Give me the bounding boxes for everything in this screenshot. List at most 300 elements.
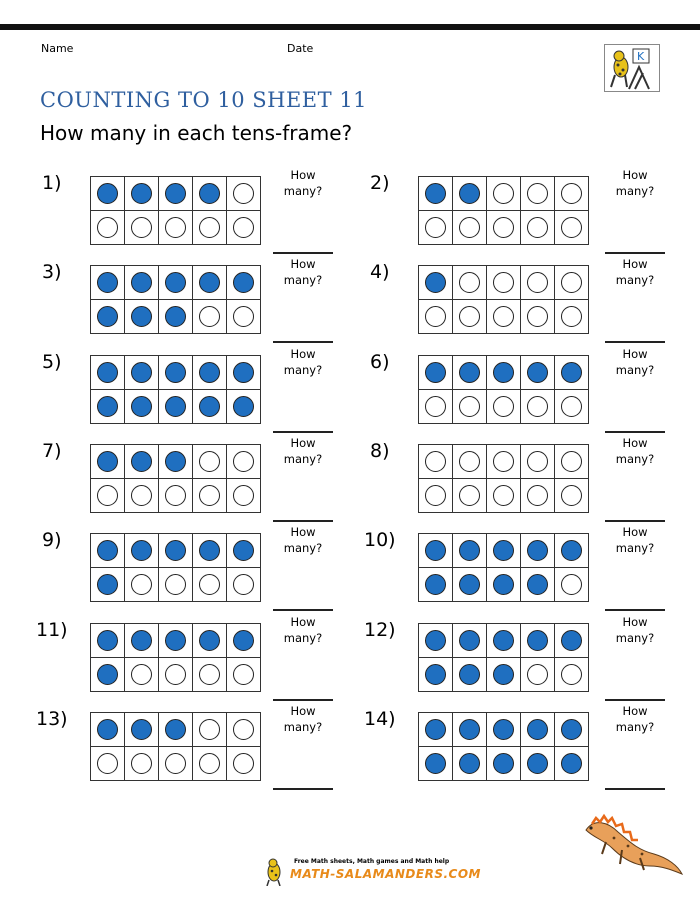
filled-counter [527,362,548,383]
filled-counter [97,630,118,651]
answer-line[interactable] [605,431,665,433]
filled-counter [97,574,118,595]
answer-line[interactable] [273,788,333,790]
frame-cell [453,568,487,602]
frame-cell [227,747,261,781]
worksheet-title: COUNTING TO 10 SHEET 11 [40,88,368,112]
frame-cell [227,211,261,245]
filled-counter [165,306,186,327]
empty-counter [165,753,186,774]
frame-cell [227,658,261,692]
frame-cell [419,568,453,602]
frame-cell [487,534,521,568]
how-many-prompt [605,435,665,467]
how-many-line2: many? [283,631,323,645]
problem-7 [40,436,323,530]
empty-counter [199,664,220,685]
answer-line[interactable] [273,431,333,433]
problem-1 [40,168,323,262]
how-many-line2: many? [283,184,323,198]
tens-frame [90,712,261,781]
how-many-prompt [605,524,665,556]
problem-number: 8) [370,440,390,462]
empty-counter [459,217,480,238]
frame-cell [193,658,227,692]
problem-number: 10) [364,529,396,551]
frame-cell [453,300,487,334]
frame-cell [419,300,453,334]
answer-line[interactable] [273,609,333,611]
how-many-line1: How [290,436,316,450]
filled-counter [131,451,152,472]
answer-line[interactable] [605,252,665,254]
tens-frame [418,176,589,245]
filled-counter [165,362,186,383]
filled-counter [199,183,220,204]
empty-counter [561,183,582,204]
frame-cell [453,390,487,424]
worksheet-subtitle: How many in each tens-frame? [40,121,353,145]
empty-counter [425,451,446,472]
empty-counter [527,664,548,685]
frame-cell [91,390,125,424]
frame-cell [419,211,453,245]
frame-cell [91,356,125,390]
filled-counter [561,630,582,651]
frame-cell [125,534,159,568]
frame-cell [125,658,159,692]
salamander-illustration [578,808,688,880]
footer-site: MATH-SALAMANDERS.COM [290,867,481,881]
answer-line[interactable] [605,341,665,343]
frame-cell [521,177,555,211]
how-many-line1: How [622,525,648,539]
tens-frame [418,355,589,424]
filled-counter [459,753,480,774]
filled-counter [97,451,118,472]
frame-cell [159,747,193,781]
frame-cell [453,624,487,658]
how-many-line2: many? [615,541,655,555]
frame-cell [487,300,521,334]
frame-cell [487,479,521,513]
problem-2 [368,168,655,262]
frame-cell [159,568,193,602]
problem-14 [364,704,655,798]
frame-cell [159,356,193,390]
empty-counter [199,306,220,327]
frame-cell [555,211,589,245]
frame-cell [91,211,125,245]
problem-number: 12) [364,619,396,641]
filled-counter [493,362,514,383]
filled-counter [527,719,548,740]
frame-cell [521,568,555,602]
filled-counter [165,396,186,417]
date-label: Date [287,42,314,55]
empty-counter [459,272,480,293]
frame-cell [419,356,453,390]
frame-cell [227,356,261,390]
frame-cell [193,624,227,658]
problem-13 [36,704,323,798]
empty-counter [199,753,220,774]
frame-cell [91,445,125,479]
frame-cell [453,177,487,211]
empty-counter [493,485,514,506]
frame-cell [159,266,193,300]
frame-cell [91,300,125,334]
how-many-line2: many? [283,363,323,377]
frame-cell [227,177,261,211]
how-many-prompt [273,256,333,288]
empty-counter [459,451,480,472]
filled-counter [425,719,446,740]
filled-counter [425,574,446,595]
empty-counter [233,664,254,685]
tens-frame [418,265,589,334]
frame-cell [453,211,487,245]
frame-cell [159,624,193,658]
frame-cell [555,266,589,300]
frame-cell [555,479,589,513]
filled-counter [131,183,152,204]
empty-counter [527,485,548,506]
filled-counter [425,272,446,293]
how-many-line1: How [622,436,648,450]
problem-number: 2) [370,172,390,194]
how-many-prompt [605,167,665,199]
frame-cell [91,658,125,692]
frame-cell [159,658,193,692]
problem-12 [364,615,655,709]
problem-number: 13) [36,708,68,730]
filled-counter [561,753,582,774]
frame-cell [91,568,125,602]
frame-cell [159,177,193,211]
frame-cell [521,747,555,781]
filled-counter [165,183,186,204]
frame-cell [419,534,453,568]
frame-cell [487,713,521,747]
filled-counter [165,272,186,293]
empty-counter [493,217,514,238]
frame-cell [159,534,193,568]
empty-counter [527,272,548,293]
name-label: Name [41,42,74,55]
how-many-line1: How [290,257,316,271]
how-many-prompt [605,256,665,288]
filled-counter [425,362,446,383]
frame-cell [453,747,487,781]
tens-frame [418,444,589,513]
empty-counter [527,396,548,417]
empty-counter [561,451,582,472]
empty-counter [493,183,514,204]
frame-cell [125,300,159,334]
filled-counter [493,574,514,595]
frame-cell [419,479,453,513]
filled-counter [459,664,480,685]
frame-cell [125,211,159,245]
empty-counter [199,719,220,740]
frame-cell [227,390,261,424]
tens-frame [90,533,261,602]
filled-counter [561,362,582,383]
frame-cell [521,300,555,334]
filled-counter [131,540,152,561]
frame-cell [193,479,227,513]
filled-counter [165,540,186,561]
answer-line[interactable] [605,788,665,790]
filled-counter [425,630,446,651]
filled-counter [527,753,548,774]
frame-cell [487,568,521,602]
how-many-line2: many? [615,363,655,377]
empty-counter [131,753,152,774]
frame-cell [487,390,521,424]
frame-cell [555,568,589,602]
frame-cell [555,356,589,390]
filled-counter [233,272,254,293]
empty-counter [459,306,480,327]
empty-counter [425,396,446,417]
frame-cell [487,747,521,781]
empty-counter [233,719,254,740]
empty-counter [233,217,254,238]
frame-cell [91,479,125,513]
answer-line[interactable] [273,252,333,254]
frame-cell [125,266,159,300]
answer-line[interactable] [605,520,665,522]
empty-counter [97,485,118,506]
filled-counter [97,272,118,293]
frame-cell [419,713,453,747]
frame-cell [453,658,487,692]
frame-cell [419,445,453,479]
frame-cell [555,658,589,692]
tens-frame [90,623,261,692]
frame-cell [487,177,521,211]
empty-counter [561,664,582,685]
how-many-line2: many? [615,184,655,198]
filled-counter [459,183,480,204]
empty-counter [561,306,582,327]
empty-counter [527,451,548,472]
problem-10 [364,525,655,619]
frame-cell [555,534,589,568]
frame-cell [419,747,453,781]
math-salamanders-logo [604,44,660,92]
how-many-prompt [273,614,333,646]
empty-counter [233,451,254,472]
how-many-line2: many? [283,720,323,734]
empty-counter [561,574,582,595]
problem-8 [368,436,655,530]
problem-4 [368,257,655,351]
filled-counter [425,753,446,774]
frame-cell [521,390,555,424]
filled-counter [459,540,480,561]
frame-cell [91,713,125,747]
frame-cell [555,177,589,211]
frame-cell [555,747,589,781]
empty-counter [233,183,254,204]
filled-counter [459,362,480,383]
frame-cell [227,445,261,479]
frame-cell [193,445,227,479]
how-many-line2: many? [283,541,323,555]
frame-cell [125,390,159,424]
frame-cell [555,300,589,334]
filled-counter [527,574,548,595]
frame-cell [91,624,125,658]
frame-cell [227,479,261,513]
frame-cell [227,534,261,568]
empty-counter [527,217,548,238]
empty-counter [425,217,446,238]
answer-line[interactable] [273,699,333,701]
tens-frame [90,444,261,513]
frame-cell [521,356,555,390]
empty-counter [199,485,220,506]
tens-frame [418,533,589,602]
tens-frame [418,623,589,692]
filled-counter [131,719,152,740]
how-many-line2: many? [283,452,323,466]
how-many-line1: How [290,525,316,539]
empty-counter [527,306,548,327]
logo-letter: K [637,50,645,63]
footer-branding [264,858,481,888]
filled-counter [493,540,514,561]
frame-cell [227,266,261,300]
how-many-prompt [273,524,333,556]
frame-cell [91,747,125,781]
filled-counter [425,183,446,204]
frame-cell [453,266,487,300]
frame-cell [453,534,487,568]
frame-cell [193,211,227,245]
filled-counter [97,396,118,417]
filled-counter [131,272,152,293]
empty-counter [97,753,118,774]
filled-counter [165,719,186,740]
frame-cell [227,624,261,658]
empty-counter [131,664,152,685]
frame-cell [419,658,453,692]
empty-counter [561,485,582,506]
frame-cell [159,300,193,334]
filled-counter [131,630,152,651]
frame-cell [125,624,159,658]
empty-counter [425,485,446,506]
frame-cell [487,445,521,479]
empty-counter [233,306,254,327]
how-many-line1: How [290,347,316,361]
answer-line[interactable] [605,609,665,611]
empty-counter [493,306,514,327]
filled-counter [233,630,254,651]
frame-cell [487,211,521,245]
frame-cell [159,479,193,513]
empty-counter [459,485,480,506]
frame-cell [91,177,125,211]
empty-counter [131,217,152,238]
filled-counter [131,306,152,327]
frame-cell [487,658,521,692]
frame-cell [193,356,227,390]
tens-frame [90,176,261,245]
filled-counter [97,183,118,204]
frame-cell [125,177,159,211]
frame-cell [453,356,487,390]
filled-counter [233,396,254,417]
frame-cell [453,445,487,479]
answer-line[interactable] [273,520,333,522]
answer-line[interactable] [273,341,333,343]
frame-cell [521,624,555,658]
tens-frame [418,712,589,781]
frame-cell [521,211,555,245]
how-many-prompt [605,703,665,735]
empty-counter [493,451,514,472]
frame-cell [487,624,521,658]
how-many-line1: How [622,257,648,271]
frame-cell [487,356,521,390]
answer-line[interactable] [605,699,665,701]
empty-counter [165,485,186,506]
problem-9 [40,525,323,619]
filled-counter [425,664,446,685]
empty-counter [459,396,480,417]
filled-counter [459,574,480,595]
empty-counter [165,574,186,595]
frame-cell [159,211,193,245]
filled-counter [561,540,582,561]
frame-cell [521,479,555,513]
problem-number: 9) [42,529,62,551]
frame-cell [521,266,555,300]
frame-cell [125,747,159,781]
problem-number: 14) [364,708,396,730]
frame-cell [419,624,453,658]
frame-cell [193,713,227,747]
frame-cell [521,658,555,692]
how-many-prompt [605,614,665,646]
how-many-prompt [273,703,333,735]
empty-counter [561,272,582,293]
filled-counter [493,719,514,740]
how-many-prompt [273,435,333,467]
problem-3 [40,257,323,351]
frame-cell [193,266,227,300]
filled-counter [459,630,480,651]
problem-number: 7) [42,440,62,462]
frame-cell [227,568,261,602]
frame-cell [193,534,227,568]
frame-cell [125,356,159,390]
problem-5 [40,347,323,441]
empty-counter [165,217,186,238]
empty-counter [233,485,254,506]
filled-counter [199,362,220,383]
frame-cell [521,534,555,568]
filled-counter [233,362,254,383]
frame-cell [419,390,453,424]
how-many-line1: How [290,704,316,718]
frame-cell [125,713,159,747]
